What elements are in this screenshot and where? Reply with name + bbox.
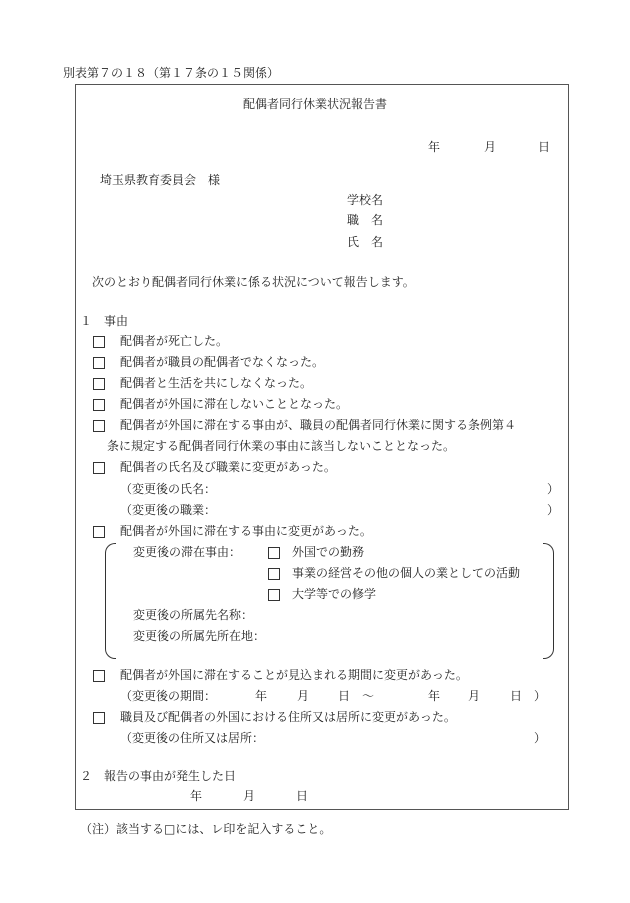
reason-business-text: 事業の経営その他の個人の業としての活動 <box>292 566 521 580</box>
occurrence-year[interactable]: 年 <box>190 789 203 803</box>
post-label: 職 名 <box>347 213 384 227</box>
item2-text: 配偶者が職員の配偶者でなくなった。 <box>120 355 325 369</box>
new-job-label: （変更後の職業： <box>120 503 217 517</box>
item5-text-line2: 条に規定する配偶者同行休業の事由に該当しないこととなった。 <box>107 439 456 453</box>
org-name-label: 変更後の所属先名称： <box>133 608 254 622</box>
new-job-close-paren: ） <box>547 503 560 517</box>
item3-text: 配偶者と生活を共にしなくなった。 <box>120 376 313 390</box>
school-name-label: 学校名 <box>347 193 384 207</box>
form-reference: 別表第７の１８（第１７条の１５関係） <box>63 66 280 80</box>
checkbox-item5[interactable] <box>93 420 105 435</box>
item8-text: 配偶者が外国に滞在することが見込まれる期間に変更があった。 <box>120 668 468 682</box>
period-start-year[interactable]: 年 <box>255 689 268 703</box>
section2-heading: ２ 報告の事由が発生した日 <box>80 769 237 783</box>
checkbox-item8[interactable] <box>93 670 105 685</box>
item7-text: 配偶者が外国に滞在する事由に変更があった。 <box>120 524 372 538</box>
new-address-label: （変更後の住所又は居所： <box>120 731 265 745</box>
date-month[interactable]: 月 <box>484 140 497 154</box>
occurrence-day[interactable]: 日 <box>296 789 309 803</box>
checkbox-reason-work[interactable] <box>268 547 280 562</box>
period-label: （変更後の期間： <box>120 689 217 703</box>
reason-work-text: 外国での勤務 <box>292 545 365 559</box>
period-tilde: ～ <box>362 689 375 703</box>
checkbox-item1[interactable] <box>93 336 105 351</box>
checkbox-item3[interactable] <box>93 378 105 393</box>
form-title: 配偶者同行休業状況報告書 <box>242 97 387 111</box>
checkbox-item4[interactable] <box>93 399 105 414</box>
checkbox-reason-study[interactable] <box>268 589 280 604</box>
name-label: 氏 名 <box>347 235 384 249</box>
item6-text: 配偶者の氏名及び職業に変更があった。 <box>120 460 336 474</box>
item5-text-line1: 配偶者が外国に滞在する事由が、職員の配偶者同行休業に関する条例第４ <box>120 418 517 432</box>
left-bracket <box>105 543 116 659</box>
period-start-month[interactable]: 月 <box>297 689 310 703</box>
item1-text: 配偶者が死亡した。 <box>120 334 229 348</box>
date-year[interactable]: 年 <box>428 140 441 154</box>
item9-text: 職員及び配偶者の外国における住所又は居所に変更があった。 <box>120 710 456 724</box>
checkbox-item6[interactable] <box>93 462 105 477</box>
intro-text: 次のとおり配偶者同行休業に係る状況について報告します。 <box>92 275 415 289</box>
item4-text: 配偶者が外国に滞在しないこととなった。 <box>120 397 349 411</box>
period-end-day[interactable]: 日 <box>510 689 523 703</box>
checkbox-item2[interactable] <box>93 357 105 372</box>
section1-heading: １ 事由 <box>80 314 129 328</box>
new-name-label: （変更後の氏名： <box>120 482 217 496</box>
new-address-close-paren: ） <box>534 731 547 745</box>
period-end-month[interactable]: 月 <box>468 689 481 703</box>
date-day[interactable]: 日 <box>538 140 551 154</box>
period-close-paren: ） <box>534 689 547 703</box>
note-text: （注）該当する□には、レ印を記入すること。 <box>80 822 332 836</box>
reason-study-text: 大学等での修学 <box>292 587 377 601</box>
stay-reason-label: 変更後の滞在事由： <box>133 545 242 559</box>
new-name-close-paren: ） <box>547 482 560 496</box>
checkbox-reason-business[interactable] <box>268 568 280 583</box>
right-bracket <box>543 543 554 659</box>
checkbox-item7[interactable] <box>93 526 105 541</box>
checkbox-item9[interactable] <box>93 712 105 727</box>
period-end-year[interactable]: 年 <box>428 689 441 703</box>
addressee: 埼玉県教育委員会 様 <box>100 173 221 187</box>
org-address-label: 変更後の所属先所在地： <box>133 629 266 643</box>
occurrence-month[interactable]: 月 <box>243 789 256 803</box>
period-start-day[interactable]: 日 <box>338 689 351 703</box>
